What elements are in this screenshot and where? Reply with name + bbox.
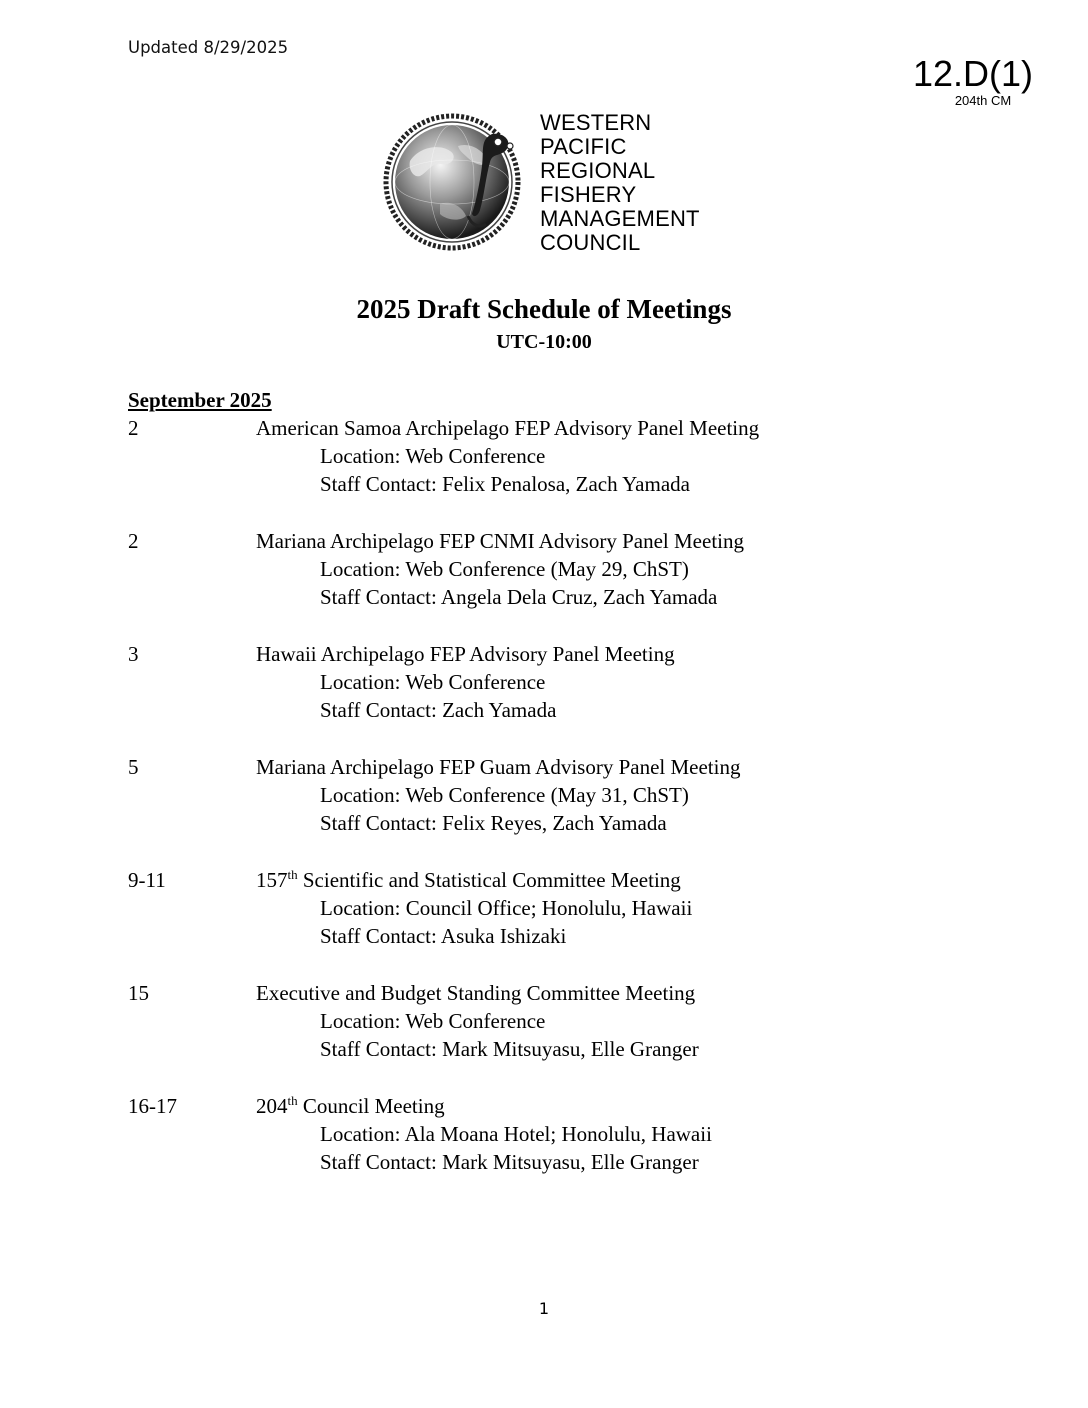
org-line: FISHERY	[540, 182, 637, 207]
meeting-date: 9-11	[128, 868, 166, 892]
meeting-date: 15	[128, 981, 149, 1005]
meeting-location: Location: Ala Moana Hotel; Honolulu, Hawaii	[320, 1122, 712, 1146]
document-title: 2025 Draft Schedule of Meetings	[356, 294, 732, 324]
meeting-name: Executive and Budget Standing Committee Meeting	[256, 981, 696, 1005]
globe-with-hook-emblem-icon	[380, 106, 530, 256]
meeting-date: 5	[128, 755, 139, 779]
meeting-staff-contact: Staff Contact: Felix Penalosa, Zach Yamada	[320, 472, 690, 496]
meeting-staff-contact: Staff Contact: Mark Mitsuyasu, Elle Granger	[320, 1037, 699, 1061]
meeting-staff-contact: Staff Contact: Felix Reyes, Zach Yamada	[320, 811, 667, 835]
meeting-name: 204th Council Meeting	[256, 1093, 445, 1118]
meeting-entry	[0, 416, 1088, 529]
meeting-entry	[0, 529, 1088, 642]
org-line: REGIONAL	[540, 158, 656, 183]
organization-name	[540, 111, 700, 255]
timezone-label: UTC-10:00	[496, 331, 592, 353]
meeting-schedule	[0, 416, 1088, 1207]
meeting-staff-contact: Staff Contact: Angela Dela Cruz, Zach Yamada	[320, 585, 718, 609]
agenda-code-block	[893, 55, 1033, 108]
meeting-entry	[0, 755, 1088, 868]
month-heading: September 2025	[128, 388, 272, 412]
page-number: 1	[538, 1299, 550, 1318]
meeting-entry	[0, 642, 1088, 755]
org-line: COUNCIL	[540, 230, 641, 255]
meeting-name: Hawaii Archipelago FEP Advisory Panel Meeting	[256, 642, 675, 666]
meeting-location: Location: Web Conference	[320, 1009, 546, 1033]
org-line: PACIFIC	[540, 134, 627, 159]
meeting-name: Mariana Archipelago FEP Guam Advisory Panel Meeting	[256, 755, 741, 779]
meeting-date: 3	[128, 642, 139, 666]
meeting-name: American Samoa Archipelago FEP Advisory Panel Meeting	[256, 416, 760, 440]
meeting-location: Location: Web Conference	[320, 444, 546, 468]
meeting-date: 16-17	[128, 1094, 177, 1118]
meeting-entry	[0, 868, 1088, 981]
meeting-location: Location: Web Conference	[320, 670, 546, 694]
meeting-date: 2	[128, 416, 139, 440]
meeting-name: Mariana Archipelago FEP CNMI Advisory Panel Meeting	[256, 529, 744, 553]
meeting-staff-contact: Staff Contact: Asuka Ishizaki	[320, 924, 567, 948]
meeting-entry	[0, 981, 1088, 1094]
meeting-location: Location: Web Conference (May 29, ChST)	[320, 557, 689, 581]
meeting-entry	[0, 1094, 1088, 1207]
agenda-sub: 204th CM	[954, 93, 1012, 108]
meeting-staff-contact: Staff Contact: Zach Yamada	[320, 698, 557, 722]
meeting-name: 157th Scientific and Statistical Committee Meeting	[256, 867, 681, 892]
meeting-location: Location: Web Conference (May 31, ChST)	[320, 783, 689, 807]
org-line: WESTERN	[540, 110, 652, 135]
meeting-date: 2	[128, 529, 139, 553]
meeting-location: Location: Council Office; Honolulu, Hawaii	[320, 896, 693, 920]
org-line: MANAGEMENT	[540, 206, 700, 231]
updated-date: Updated 8/29/2025	[128, 38, 289, 57]
meeting-staff-contact: Staff Contact: Mark Mitsuyasu, Elle Granger	[320, 1150, 699, 1174]
agenda-code: 12.D(1)	[912, 53, 1033, 94]
